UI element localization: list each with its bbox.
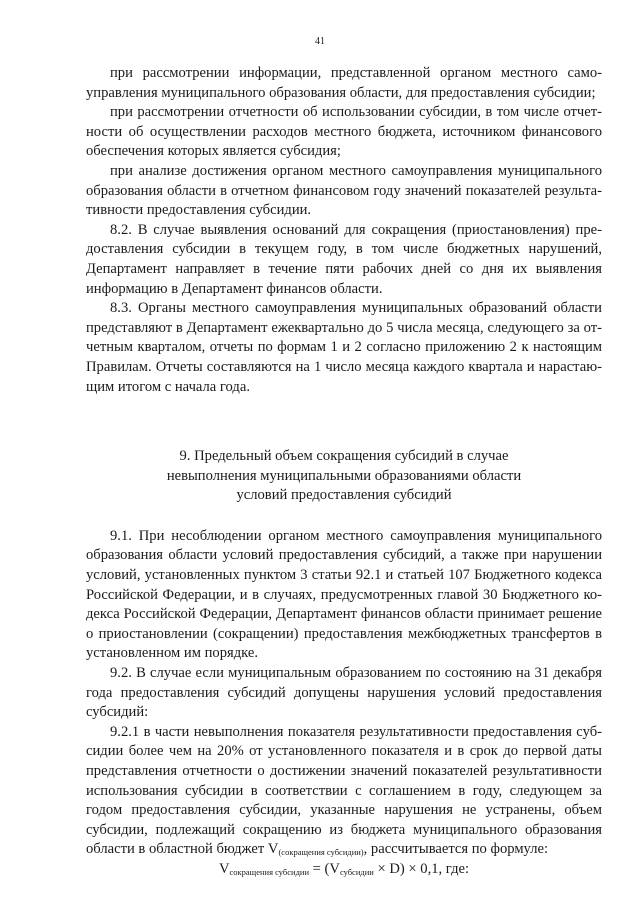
paragraph-9-2-1 [86,723,602,860]
page-number: 41 [315,36,325,47]
paragraph: при анализе достижения органом местного самоуправления муниципального образования области в отчетном финансовом году значений показателей результативности предоставления субсидии. [86,162,602,219]
paragraph-text: 9.2.1 в части невыполнения показателя результативности предоставления субсидии более чем на 20% от установленного показателя и в срок до первой даты представления отчетности о достижении значений показателей результативности использования субсидии в соответствии с соглашением в году, следующем за годом предоставления субсидии, указанные нарушения не устранены, объем субсидии, подлежащий сокращению из бюджета муниципального образования области в областной бюджет V [86,723,602,858]
section-title-line: 9. Предельный объем сокращения субсидий в случае [179,448,509,465]
paragraph-9-2: 9.2. В случае если муниципальным образованием по состоянию на 31 декабря года предоставления субсидий допущены нарушения условий предоставления субсидий: [86,665,602,721]
section-title-line: невыполнения муниципальными образованиями области [166,467,522,484]
paragraph-tail: , рассчитывается по формуле: [363,841,549,858]
formula-part: × D) × 0,1, где: [373,860,470,877]
paragraph-8-2: 8.2. В случае выявления оснований для сокращения (приостановления) предоставления субсидии в текущем году, в том числе бюджетных нарушений, Департамент направляет в течение пяти рабочих дней со дня их выявления информацию в Департамент финансов области. [86,221,602,297]
paragraph-9-1: 9.1. При несоблюдении органом местного самоуправления муниципального образования области условий предоставления субсидий, а также при нарушении условий, установленных пунктом 3 статьи 92.1 и статьей 107 Бюджетного кодекса Российской Федерации, и в случаях, предусмотренных главой 30 Бюджетного кодекса Российской Федерации, Департамент финансов области принимает решение о приостановлении (сокращении) предоставления межбюджетных трансфертов в установленном им порядке. [86,527,602,662]
section-title-line: условий предоставления субсидий [236,487,452,504]
formula-var: V [218,860,230,877]
formula-subscript: субсидии [339,866,374,877]
subscript: (сокращения субсидии) [278,847,364,858]
document-body [86,64,602,880]
formula-subscript: сокращения субсидии [229,866,309,877]
paragraph-8-3: 8.3. Органы местного самоуправления муниципальных образований области представляют в Департамент ежеквартально до 5 числа месяца, следующего за отчетным кварталом, отчеты по формам 1 и 2 согласно приложению 2 к настоящим Правилам. Отчеты составляются на 1 число месяца каждого квартала и нарастающим итогом с начала года. [86,300,602,395]
section-9-title [86,447,602,506]
formula-part: = (V [309,860,340,877]
paragraph: при рассмотрении информации, представленной органом местного самоуправления муниципального образования области, для предоставления субсидии; [86,65,602,101]
paragraph: при рассмотрении отчетности об использовании субсидии, в том числе отчетности об осуществлении расходов местного бюджета, источником финансового обеспечения которых является субсидия; [86,104,602,160]
formula [86,860,602,880]
